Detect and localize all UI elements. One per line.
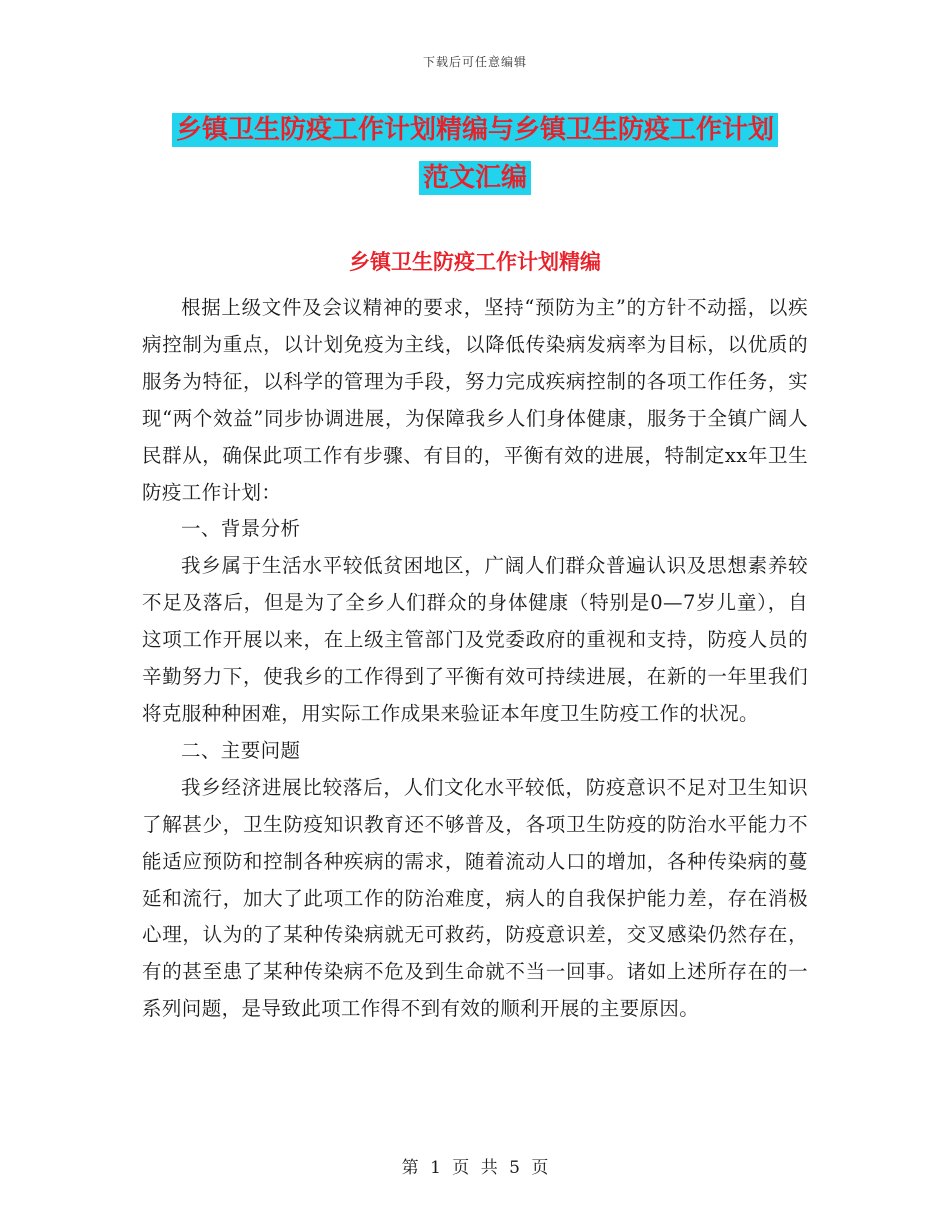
heading-background: 一、背景分析 <box>181 517 301 541</box>
body-text <box>142 290 808 1028</box>
page-number: 第 1 页 共 5 页 <box>401 1158 549 1178</box>
paragraph-background: 我乡属于生活水平较低贫困地区，广阔人们群众普遍认识及思想素养较不足及落后，但是为了全乡人们群众的身体健康（特别是0—7岁儿童），自这项工作开展以来，在上级主管部门及党委政府的重视和支持，防疫人员的辛勤努力下，使我乡的工作得到了平衡有效可持续进展，在新的一年里我们将克服种种困难，用实际工作成果来验证本年度卫生防疫工作的状况。 <box>142 554 808 725</box>
heading-problems: 二、主要问题 <box>181 738 301 762</box>
document-title-line-1: 乡镇卫生防疫工作计划精编与乡镇卫生防疫工作计划 <box>172 113 778 147</box>
paragraph-intro: 根据上级文件及会议精神的要求，坚持“预防为主”的方针不动摇，以疾病控制为重点，以计划免疫为主线，以降低传染病发病率为目标，以优质的服务为特征，以科学的管理为手段，努力完成疾病控制的各项工作任务，实现“两个效益”同步协调进展，为保障我乡人们身体健康，服务于全镇广阔人民群从，确保此项工作有步骤、有目的，平衡有效的进展，特制定xx年卫生防疫工作计划： <box>142 296 808 504</box>
document-title-line-2: 范文汇编 <box>419 161 531 195</box>
section-title: 乡镇卫生防疫工作计划精编 <box>349 250 601 274</box>
header-note: 下载后可任意编辑 <box>422 55 527 69</box>
paragraph-problems: 我乡经济进展比较落后，人们文化水平较低，防疫意识不足对卫生知识了解甚少，卫生防疫知识教育还不够普及，各项卫生防疫的防治水平能力不能适应预防和控制各种疾病的需求，随着流动人口的增加，各种传染病的蔓延和流行，加大了此项工作的防治难度，病人的自我保护能力差，存在消极心理，认为的了某种传染病就无可救药，防疫意识差，交叉感染仍然存在，有的甚至患了某种传染病不危及到生命就不当一回事。诸如上述所存在的一系列问题，是导致此项工作得不到有效的顺利开展的主要原因。 <box>142 775 808 1021</box>
document-title <box>140 106 810 202</box>
